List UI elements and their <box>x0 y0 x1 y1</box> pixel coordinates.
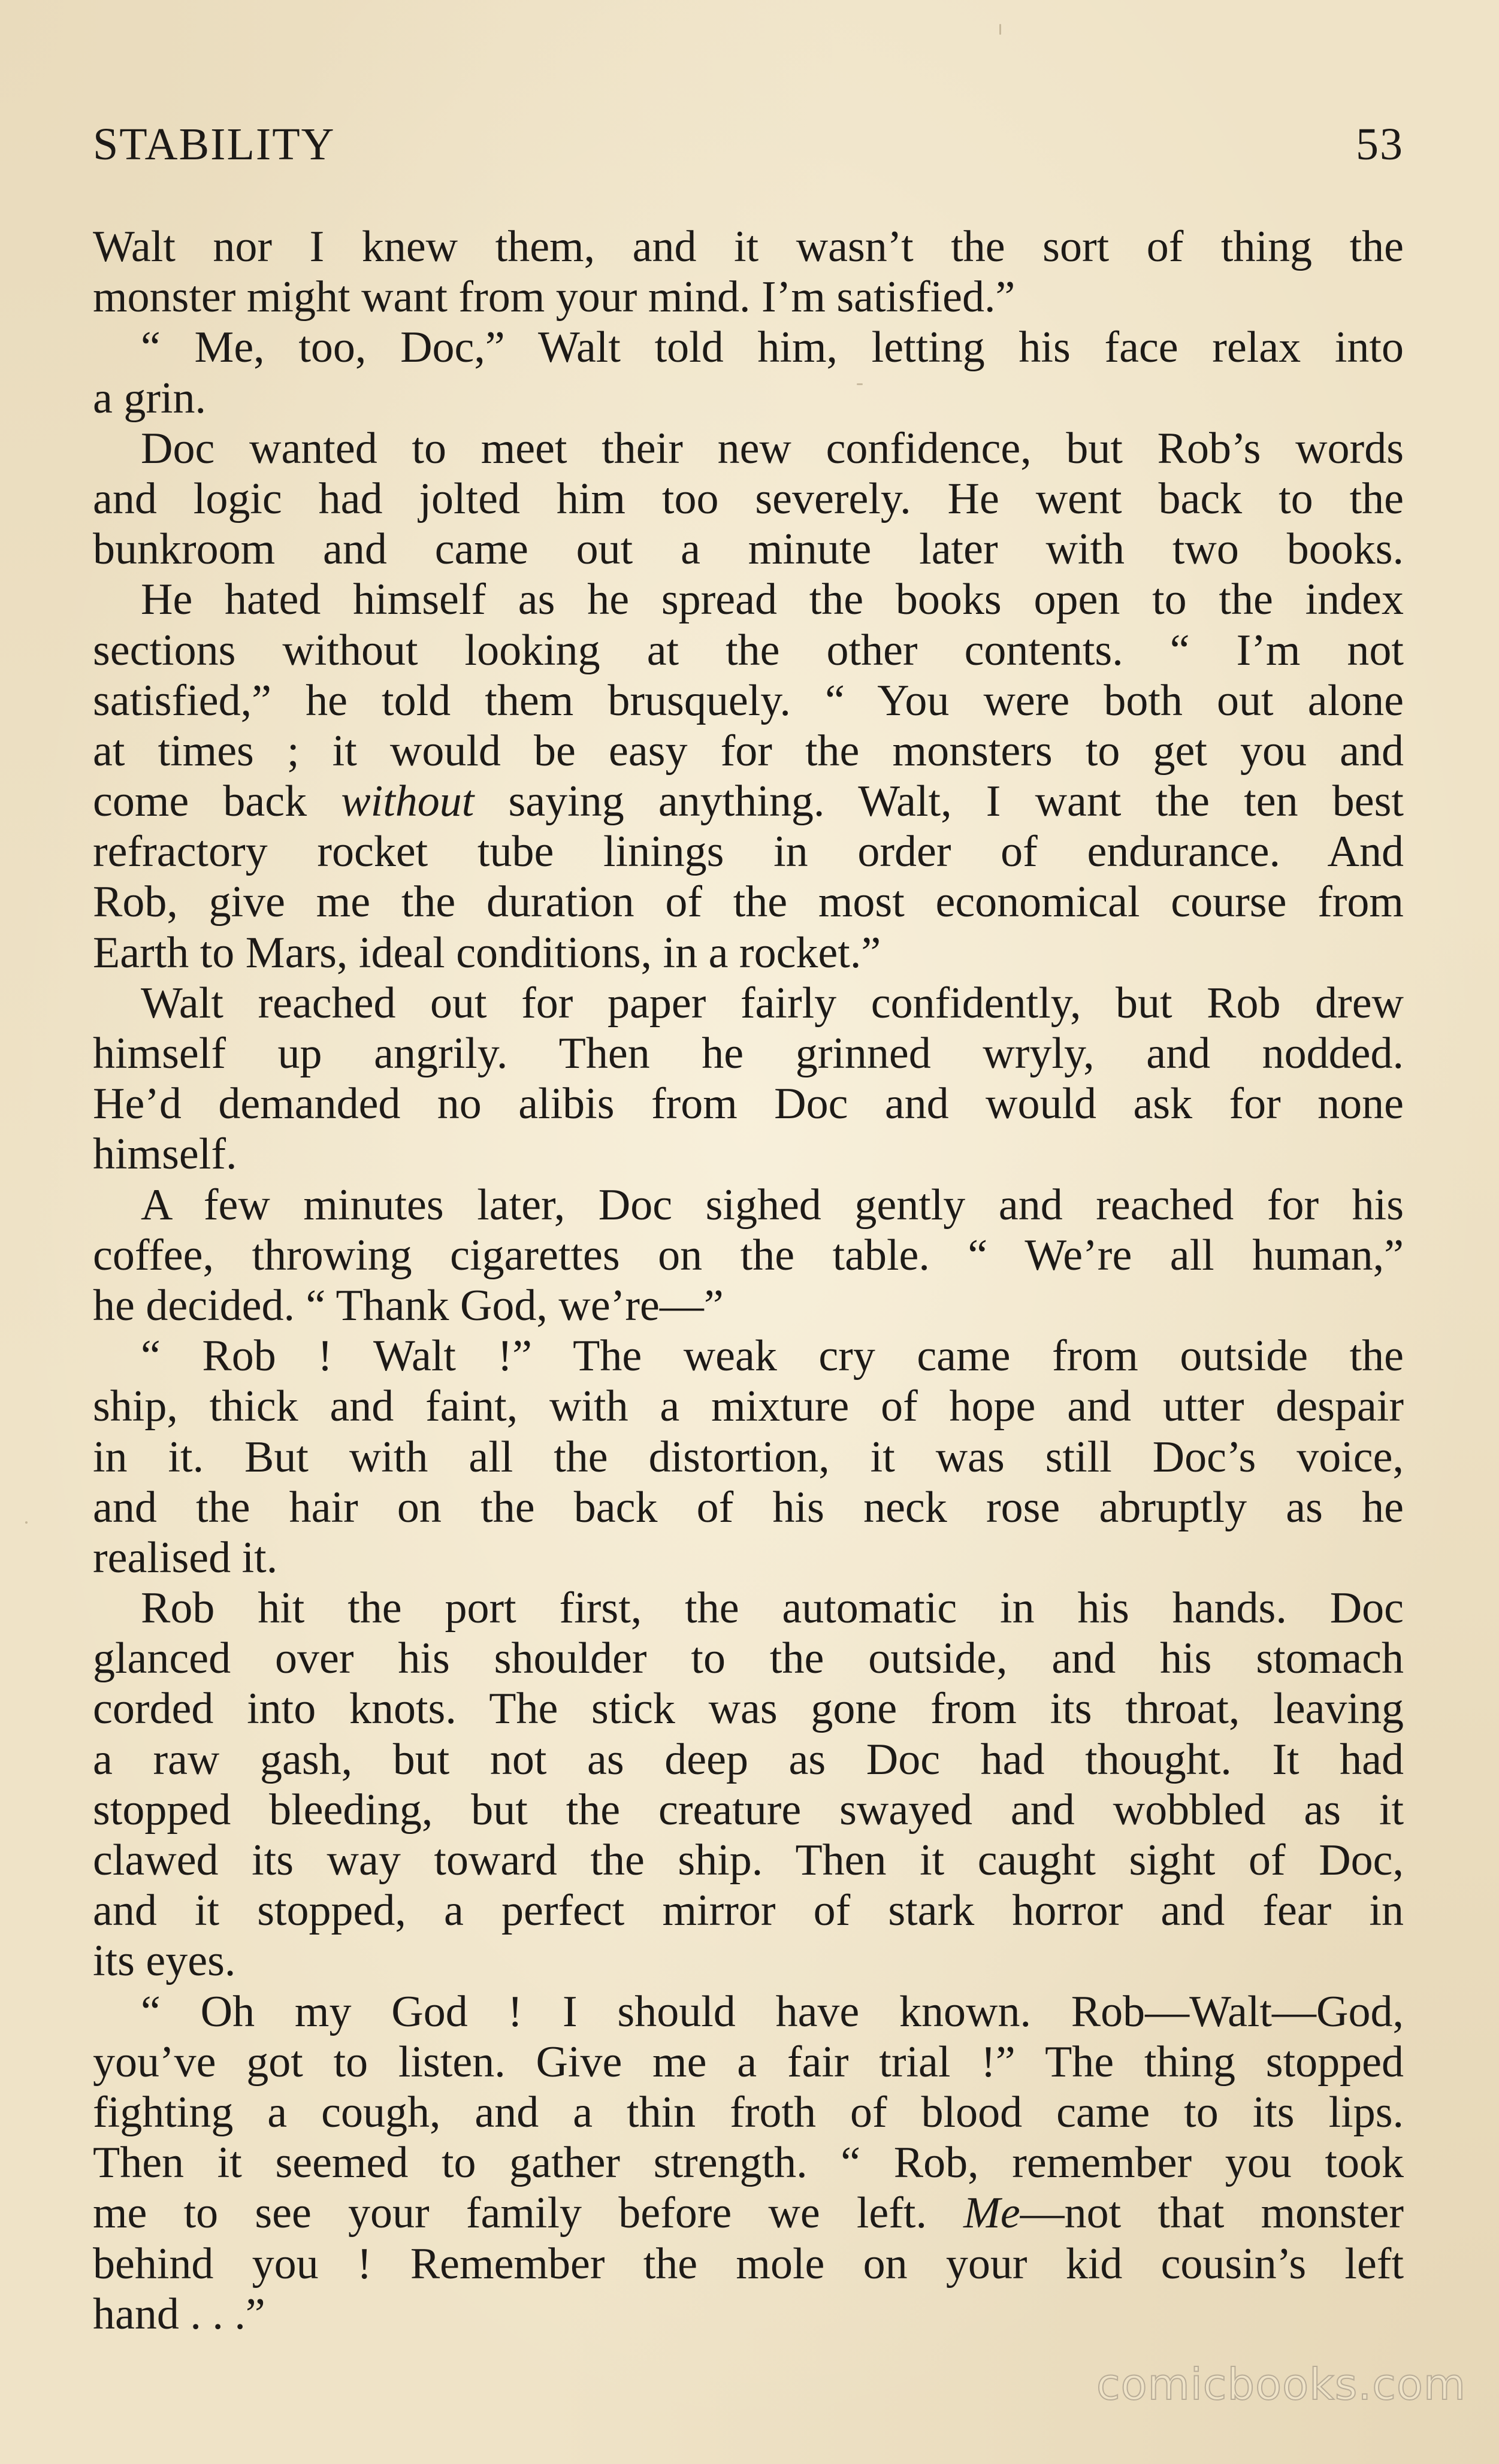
text-line: “ Oh my God ! I should have known. Rob—Walt—God, <box>141 1987 1404 2036</box>
text-line: corded into knots. The stick was gone from its throat, leaving <box>93 1684 1404 1734</box>
text-line: hand . . .” <box>93 2289 265 2339</box>
text-line: Walt reached out for paper fairly confidently, but Rob drew <box>141 978 1404 1028</box>
text-line: in it. But with all the distortion, it was still Doc’s voice, <box>93 1432 1404 1482</box>
text-line: come back without saying anything. Walt, I want the ten best <box>93 777 1404 827</box>
text-line: refractory rocket tube linings in order of endurance. And <box>93 827 1404 877</box>
running-title: STABILITY <box>93 119 336 169</box>
text-line: a raw gash, but not as deep as Doc had thought. It had <box>93 1735 1404 1784</box>
italic-word: Me <box>963 2188 1020 2238</box>
site-watermark: comicbooks.com <box>1096 2359 1467 2409</box>
text-line: himself up angrily. Then he grinned wryly, and nodded. <box>93 1029 1404 1078</box>
text-line: realised it. <box>93 1533 278 1582</box>
text-line: stopped bleeding, but the creature swayed and wobbled as it <box>93 1785 1404 1835</box>
text-line: He’d demanded no alibis from Doc and would ask for none <box>93 1079 1404 1129</box>
text-line: monster might want from your mind. I’m satisfied.” <box>93 273 1016 322</box>
text-line: glanced over his shoulder to the outside, and his stomach <box>93 1634 1404 1684</box>
text-line: bunkroom and came out a minute later with two books. <box>93 525 1404 574</box>
text-line: Then it seemed to gather strength. “ Rob, remember you took <box>93 2138 1404 2188</box>
text-line: Doc wanted to meet their new confidence, but Rob’s words <box>141 423 1404 473</box>
text-line: Earth to Mars, ideal conditions, in a rocket.” <box>93 928 881 977</box>
text-line: Walt nor I knew them, and it wasn’t the sort of thing the <box>93 222 1404 271</box>
text-line: and it stopped, a perfect mirror of stark horror and fear in <box>93 1886 1404 1936</box>
text-line: Rob, give me the duration of the most economical course from <box>93 877 1404 927</box>
paper-speck <box>857 383 863 385</box>
text-line: himself. <box>93 1130 237 1179</box>
running-head <box>93 117 1404 171</box>
text-line: its eyes. <box>93 1936 236 1986</box>
text-line: and the hair on the back of his neck rose abruptly as he <box>93 1482 1404 1532</box>
text-line: satisfied,” he told them brusquely. “ You were both out alone <box>93 676 1404 725</box>
text-line: me to see your family before we left. Me—not that monster <box>93 2188 1404 2238</box>
paper-speck <box>25 1521 28 1524</box>
text-line: and logic had jolted him too severely. He went back to the <box>93 474 1404 523</box>
text-line: sections without looking at the other contents. “ I’m not <box>93 625 1404 675</box>
body-text <box>93 222 1404 2339</box>
italic-word: without <box>341 777 475 827</box>
text-line: behind you ! Remember the mole on your kid cousin’s left <box>93 2239 1404 2289</box>
text-line: fighting a cough, and a thin froth of blood came to its lips. <box>93 2087 1404 2137</box>
text-line: “ Me, too, Doc,” Walt told him, letting his face relax into <box>141 323 1404 373</box>
text-line: coffee, throwing cigarettes on the table. “ We’re all human,” <box>93 1230 1404 1280</box>
text-line: a grin. <box>93 373 207 423</box>
text-line: clawed its way toward the ship. Then it caught sight of Doc, <box>93 1836 1404 1885</box>
text-line: “ Rob ! Walt !” The weak cry came from outside the <box>141 1331 1404 1381</box>
text-line: he decided. “ Thank God, we’re—” <box>93 1281 724 1330</box>
text-line: ship, thick and faint, with a mixture of hope and utter despair <box>93 1382 1404 1431</box>
page-number: 53 <box>1356 119 1404 169</box>
text-line: you’ve got to listen. Give me a fair trial !” The thing stopped <box>93 2037 1404 2087</box>
text-line: He hated himself as he spread the books open to the index <box>141 575 1404 625</box>
paper-speck <box>999 24 1001 35</box>
text-line: at times ; it would be easy for the monsters to get you and <box>93 726 1404 776</box>
text-line: A few minutes later, Doc sighed gently and reached for his <box>141 1180 1404 1230</box>
text-line: Rob hit the port first, the automatic in his hands. Doc <box>141 1584 1404 1633</box>
